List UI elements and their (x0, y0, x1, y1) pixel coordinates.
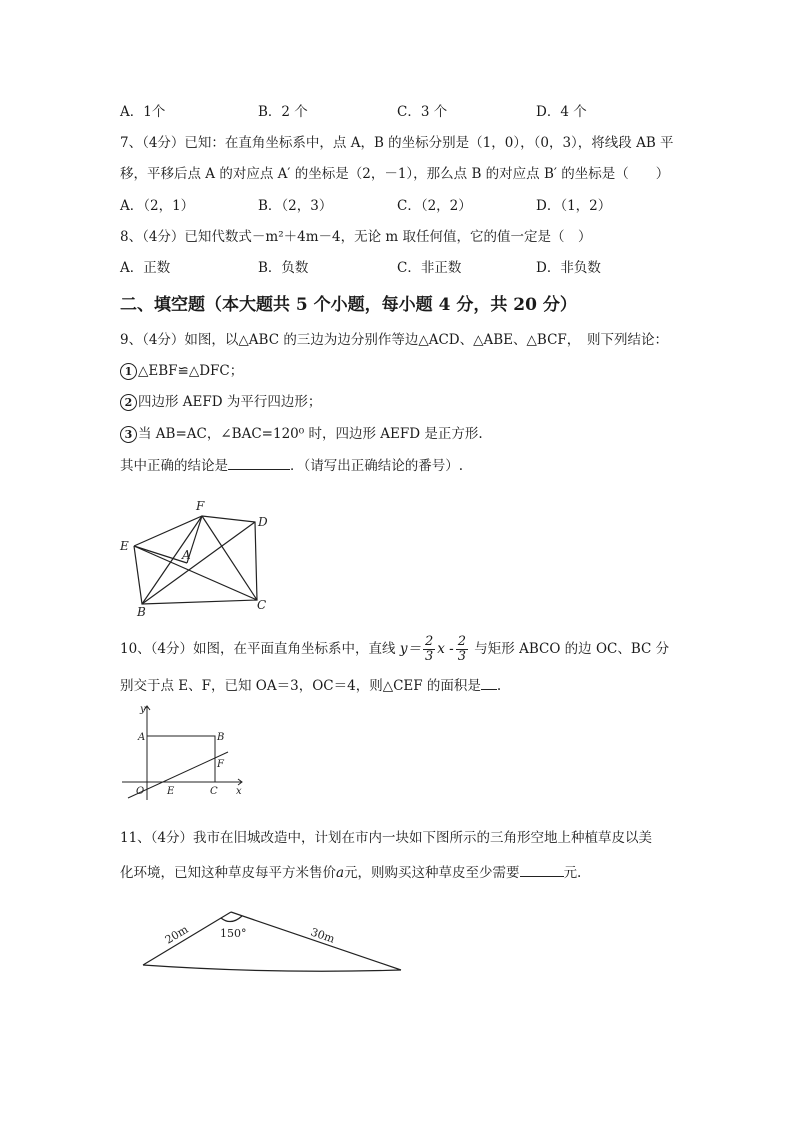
q11-line1: 11、（4分）我市在旧城改造中，计划在市内一块如下图所示的三角形空地上种植草皮以美 (120, 830, 653, 846)
q10-label-f: F (217, 759, 224, 770)
q7-line1: 7、（4分）已知：在直角坐标系中，点 A，B 的坐标分别是（1，0），（0，3），将线段 AB 平 (120, 135, 674, 151)
q9-outline (134, 516, 257, 604)
q9-line-ea (134, 546, 187, 563)
q10-frac1-den: 3 (424, 649, 434, 664)
q10-figure (118, 700, 248, 805)
q7-option-d: D．（1，2） (536, 198, 612, 214)
q10-frac1-num: 2 (424, 634, 434, 649)
q11-line2-pre: 化环境，已知这种草皮每平方米售价 (120, 865, 336, 881)
q7-option-b: B．（2，3） (258, 198, 333, 214)
q11-line2-mid: 元，则购买这种草皮至少需要 (344, 865, 520, 881)
q7-line2: 移，平移后点 A 的对应点 A′ 的坐标是（2，－1），那么点 B 的对应点 B′ 的坐标是（ ） (120, 166, 670, 182)
q11-base (143, 965, 401, 971)
q8-line1: 8、（4分）已知代数式－m²＋4m－4，无论 m 取任何值，它的值一定是（ ） (120, 229, 592, 245)
q10-label-b: B (217, 732, 225, 743)
q6-option-d: D．4 个 (536, 104, 587, 120)
q8-option-d: D．非负数 (536, 260, 601, 276)
q9-conclusion-3 (120, 424, 483, 444)
q10-x-minus: x - (437, 641, 454, 657)
q10-line2 (120, 675, 501, 696)
q10-rectangle-abco (147, 736, 215, 782)
q9-label-b: B (137, 605, 146, 619)
q11-angle-arc (221, 916, 242, 922)
q11-label-150: 150° (220, 927, 247, 940)
q9-conclusion-1 (120, 361, 243, 381)
q8-option-c: C．非正数 (397, 260, 462, 276)
q11-figure (138, 900, 408, 980)
q11-line2 (120, 862, 581, 883)
q10-frac2-num: 2 (457, 634, 466, 649)
q10-line1 (120, 634, 669, 664)
q9-label-f: F (196, 499, 205, 513)
section2-title: 二、填空题（本大题共 5 个小题，每小题 4 分，共 20 分） (120, 295, 577, 315)
q10-label-e: E (167, 786, 175, 797)
q11-answer-blank[interactable] (520, 862, 564, 877)
q9-line1: 9、（4分）如图，以△ABC 的三边为边分别作等边△ACD、△ABE、△BCF， 则下列结论： (120, 332, 669, 348)
q11-label-30m: 30m (309, 925, 337, 946)
circled-number-3: 3 (120, 426, 137, 443)
q9-ask-post: ．（请写出正确结论的番号）. (290, 458, 464, 474)
q10-label-o: O (136, 786, 145, 797)
q9-answer-blank[interactable] (228, 455, 290, 470)
q8-option-a: A．正数 (120, 260, 171, 276)
q6-option-b: B．2 个 (258, 104, 308, 120)
q9-ask-pre: 其中正确的结论是 (120, 458, 228, 474)
q9-line-ec (134, 546, 257, 600)
q9-conclusion-3-text: 当 AB=AC，∠BAC=120⁰ 时，四边形 AEFD 是正方形. (138, 426, 483, 442)
q9-label-e: E (120, 539, 129, 553)
q9-label-d: D (258, 515, 268, 529)
q10-frac2-den: 3 (457, 649, 466, 664)
q9-conclusion-1-text: △EBF≌△DFC； (138, 363, 244, 379)
q10-fraction-1 (423, 635, 435, 664)
q10-answer-blank[interactable] (481, 675, 497, 690)
q9-figure (112, 492, 287, 620)
circled-number-1: 1 (120, 363, 137, 380)
q8-option-b: B．负数 (258, 260, 309, 276)
q10-label-x: x (236, 786, 242, 797)
q10-fraction-2 (456, 635, 468, 664)
q6-option-c: C．3 个 (397, 104, 448, 120)
q10-label-a: A (138, 732, 146, 743)
q10-pre: 10、（4分）如图，在平面直角坐标系中，直线 (120, 641, 400, 657)
q7-option-a: A．（2，1） (120, 198, 195, 214)
q9-label-c: C (257, 598, 267, 612)
q10-label-c: C (210, 786, 218, 797)
q11-side-20m (143, 912, 231, 965)
q10-line2-pre: 别交于点 E、F，已知 OA＝3，OC＝4，则△CEF 的面积是 (120, 678, 481, 694)
q11-side-30m (231, 912, 401, 970)
q10-post: 与矩形 ABCO 的边 OC、BC 分 (469, 641, 670, 657)
q10-line2-post: . (496, 678, 502, 694)
q9-conclusion-2 (120, 392, 321, 412)
q11-var-a: a (336, 865, 345, 881)
q9-ask (120, 455, 463, 476)
q10-label-y: y (140, 704, 146, 715)
q11-label-20m: 20m (162, 922, 191, 947)
q11-line2-post: 元. (563, 865, 582, 881)
q9-conclusion-2-text: 四边形 AEFD 为平行四边形； (138, 394, 322, 410)
q9-label-a: A (182, 548, 191, 562)
q6-option-a: A．1个 (120, 104, 166, 120)
q7-option-c: C．（2，2） (397, 198, 472, 214)
q10-y-eq: y＝ (399, 641, 421, 657)
circled-number-2: 2 (120, 394, 137, 411)
